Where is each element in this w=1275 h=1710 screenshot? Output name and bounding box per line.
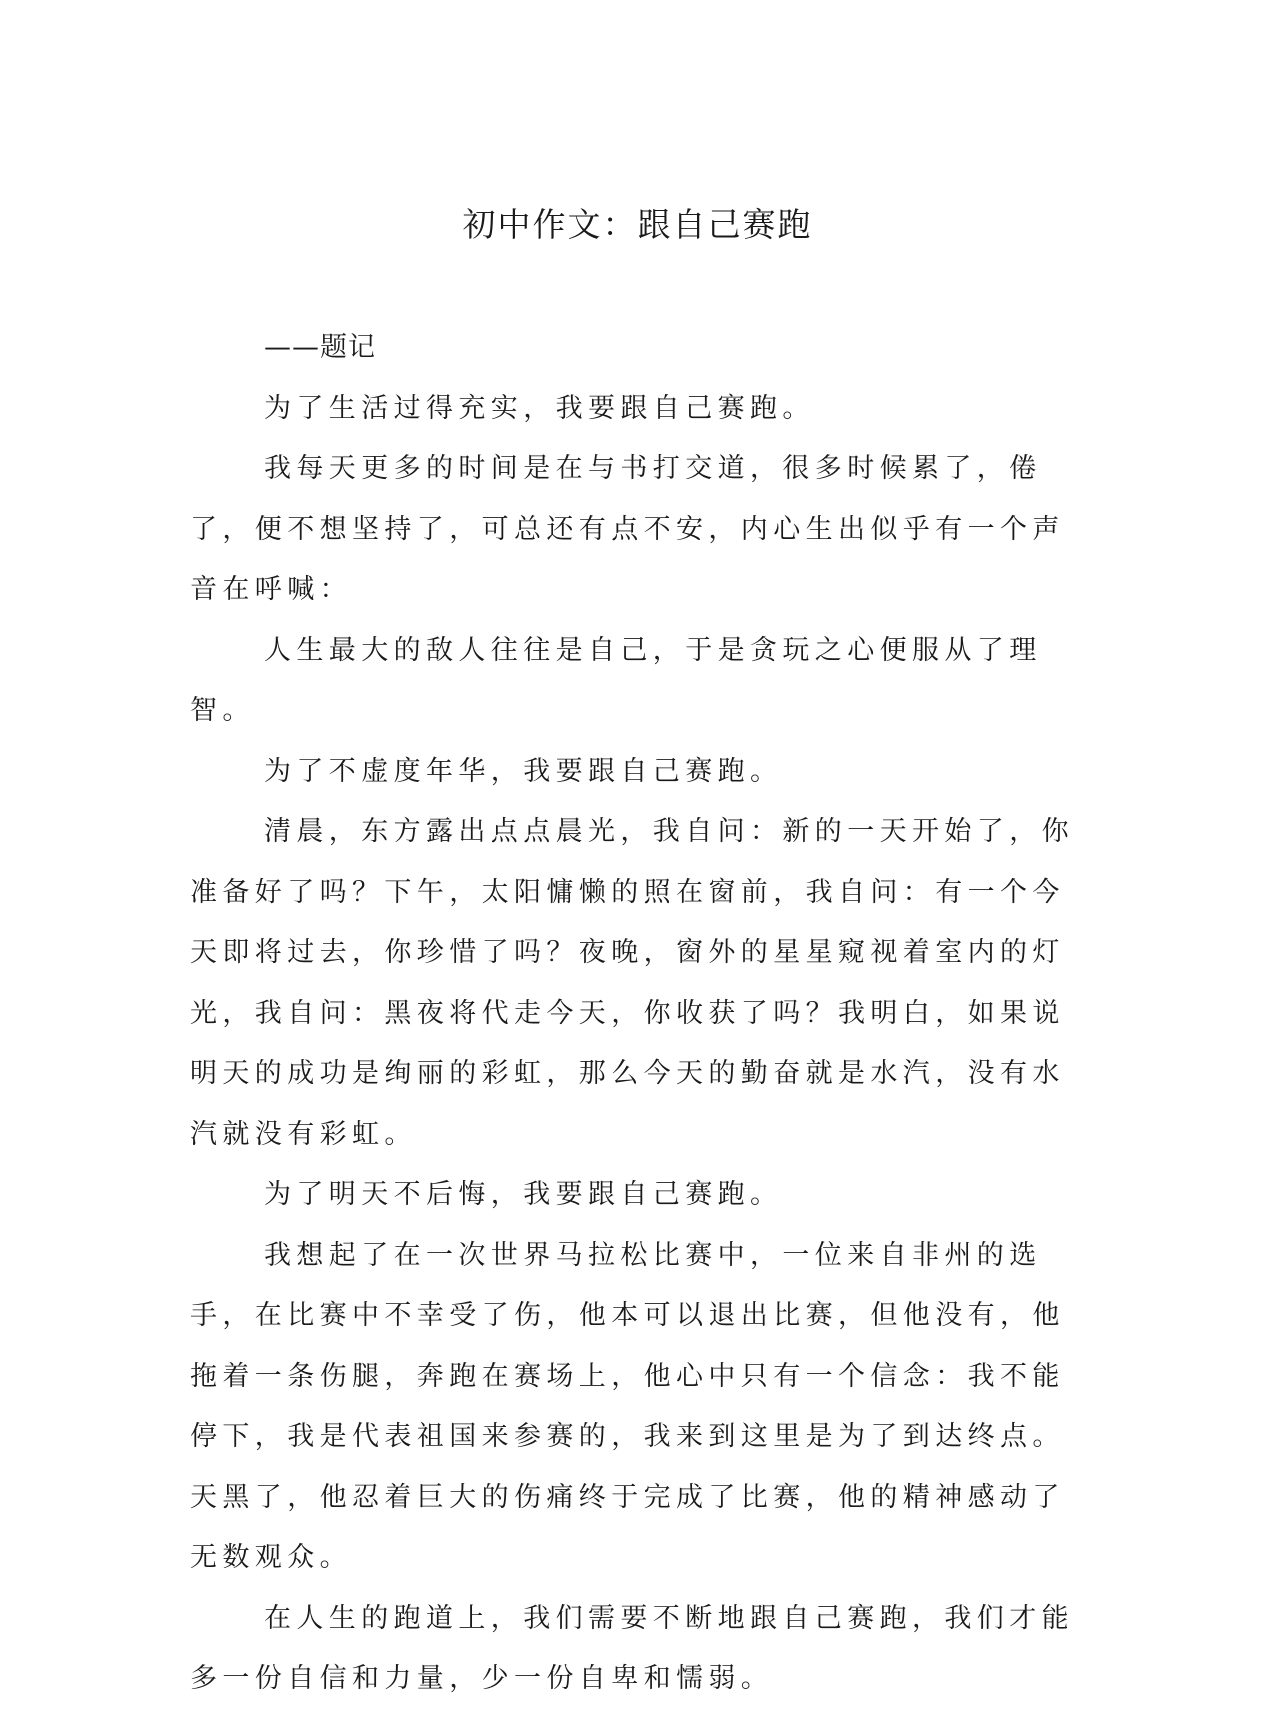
paragraph: 为了不虚度年华，我要跟自己赛跑。 [264,755,783,787]
paragraph: 清晨，东方露出点点晨光，我自问：新的一天开始了，你准备好了吗？下午，太阳慵懒的照在窗前，我自问：有一个今天即将过去，你珍惜了吗？夜晚，窗外的星星窥视着室内的灯光，我自问：黑夜将代走今天，你收获了吗？我明白，如果说明天的成功是绚丽的彩虹，那么今天的勤奋就是水汽，没有水汽就没有彩虹。 [190,816,1074,1150]
document-title: 初中作文：跟自己赛跑 [462,205,813,244]
paragraph: 为了生活过得充实，我要跟自己赛跑。 [264,392,815,424]
paragraph: 我每天更多的时间是在与书打交道，很多时候累了，倦了，便不想坚持了，可总还有点不安，内心生出似乎有一个声音在呼喊： [190,453,1065,605]
paragraph: 人生最大的敌人往往是自己，于是贪玩之心便服从了理智。 [190,634,1042,726]
epigraph: ——题记 [264,332,376,363]
paragraph: 为了明天不后悔，我要跟自己赛跑。 [264,1179,783,1210]
essay-body [190,318,1090,1710]
paragraph: 我想起了在一次世界马拉松比赛中，一位来自非州的选手，在比赛中不幸受了伤，他本可以退出比赛，但他没有，他拖着一条伤腿，奔跑在赛场上，他心中只有一个信念：我不能停下，我是代表祖国来参赛的，我来到这里是为了到达终点。天黑了，他忍着巨大的伤痛终于完成了比赛，他的精神感动了无数观众。 [190,1239,1065,1573]
paragraph: 在人生的跑道上，我们需要不断地跟自己赛跑，我们才能多一份自信和力量，少一份自卑和懦弱。 [190,1602,1074,1694]
